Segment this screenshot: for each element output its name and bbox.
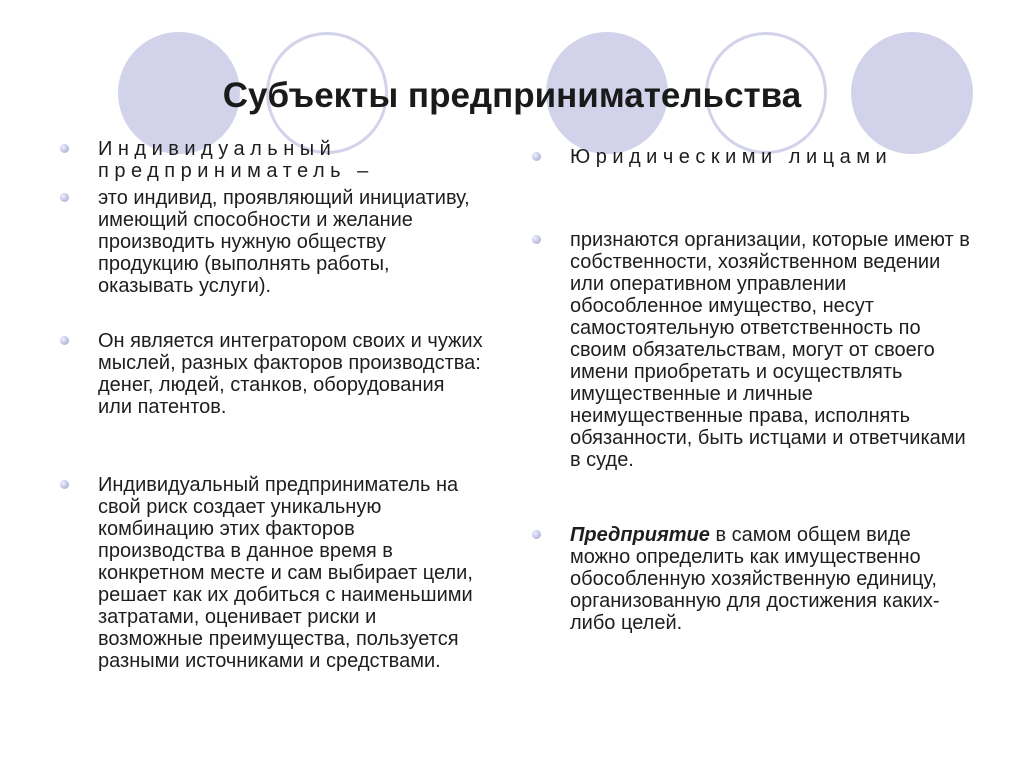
bullet-text: Юридическими лицами	[570, 146, 893, 168]
bullet-icon	[60, 480, 69, 489]
bullet-text: Индивидуальный предприниматель на свой риск создает уникальную комбинацию этих факторов производства в данное время в конкретном месте и сам выбирает цели, решает как их добиться с наименьшими затратами, оценивает риски и возможные преимущества, пользуется разными источниками и средствами.	[98, 474, 473, 672]
bullet-text: признаются организации, которые имеют в собственности, хозяйственном ведении или оперативном управлении обособленное имущество, несут самостоятельную ответственность по своим обязательствам, могут от своего имени приобретать и осуществлять имущественные и личные неимущественные права, исполнять обязанности, быть истцами и ответчиками в суде.	[570, 229, 970, 471]
bullet-icon	[532, 530, 541, 539]
bullet-icon	[60, 144, 69, 153]
bullet-text	[570, 524, 975, 634]
bullet-text: Он является интегратором своих и чужих мыслей, разных факторов производства: денег, людей, станков, оборудования или патентов.	[98, 330, 483, 418]
slide-title: Субъекты предпринимательства	[222, 76, 802, 115]
bullet-text-rest: в самом общем виде можно определить как имущественно обособленную хозяйственную единицу, организованную для достижения каких-либо целей.	[570, 524, 940, 634]
bullet-icon	[532, 235, 541, 244]
bullet-text: это индивид, проявляющий инициативу, имеющий способности и желание производить нужную обществу продукцию (выполнять работы, оказывать услуги).	[98, 187, 470, 297]
bullet-icon	[60, 336, 69, 345]
bullet-text: Индивидуальный предприниматель –	[98, 138, 374, 182]
bold-term: Предприятие	[570, 524, 710, 546]
bullet-icon	[60, 193, 69, 202]
bullet-icon	[532, 152, 541, 161]
